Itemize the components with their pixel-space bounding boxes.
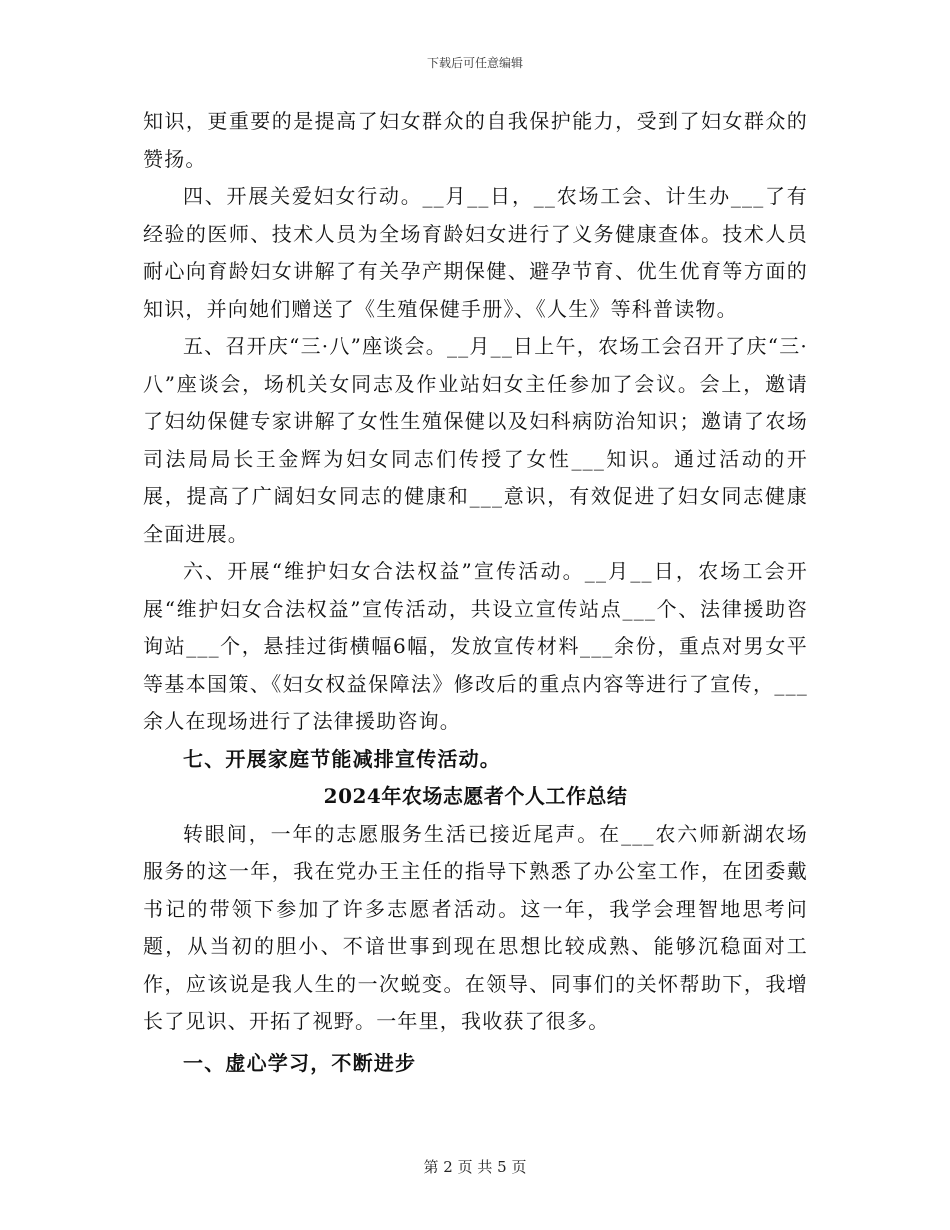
- paragraph-item-seven: 七、开展家庭节能减排宣传活动。: [183, 746, 501, 771]
- paragraph-continuation: 知识，更重要的是提高了妇女群众的自我保护能力，受到了妇女群众的赞扬。: [143, 109, 808, 171]
- paragraph-item-six: 六、开展“维护妇女合法权益”宣传活动。__月__日，农场工会开展“维护妇女合法权益”宣传活动，共设立宣传站点___个、法律援助咨询站___个，悬挂过街横幅6幅，发放宣传材料___余份，重点对男女平等基本国策、《妇女权益保障法》修改后的重点内容等进行了宣传，___余人在现场进行了法律援助咨询。: [143, 559, 808, 733]
- paragraph-item-four: 四、开展关爱妇女行动。__月__日，__农场工会、计生办___了有经验的医师、技术人员为全场育龄妇女进行了义务健康查体。技术人员耐心向育龄妇女讲解了有关孕产期保健、避孕节育、优生优育等方面的知识，并向她们赠送了《生殖保健手册》、《人生》等科普读物。: [143, 184, 808, 321]
- section-title: 2024年农场志愿者个人工作总结: [323, 784, 628, 808]
- document-body: [143, 103, 808, 1082]
- paragraph-item-five: 五、召开庆“三·八”座谈会。__月__日上午，农场工会召开了庆“三·八”座谈会，场机关女同志及作业站妇女主任参加了会议。会上，邀请了妇幼保健专家讲解了女性生殖保健以及妇科病防治知识；邀请了农场司法局局长王金辉为妇女同志们传授了女性___知识。通过活动的开展，提高了广阔妇女同志的健康和___意识，有效促进了妇女同志健康全面进展。: [143, 334, 808, 546]
- subheading-learning: 一、虚心学习，不断进步: [183, 1050, 417, 1075]
- paragraph-summary-intro: 转眼间，一年的志愿服务生活已接近尾声。在___农六师新湖农场服务的这一年，我在党办王主任的指导下熟悉了办公室工作，在团委戴书记的带领下参加了许多志愿者活动。这一年，我学会理智地思考问题，从当初的胆小、不谙世事到现在思想比较成熟、能够沉稳面对工作，应该说是我人生的一次蜕变。在领导、同事们的关怀帮助下，我增长了见识、开拓了视野。一年里，我收获了很多。: [143, 821, 808, 1033]
- page-number: 第 2 页 共 5 页: [423, 1158, 527, 1176]
- header-note: 下载后可任意编辑: [426, 56, 523, 70]
